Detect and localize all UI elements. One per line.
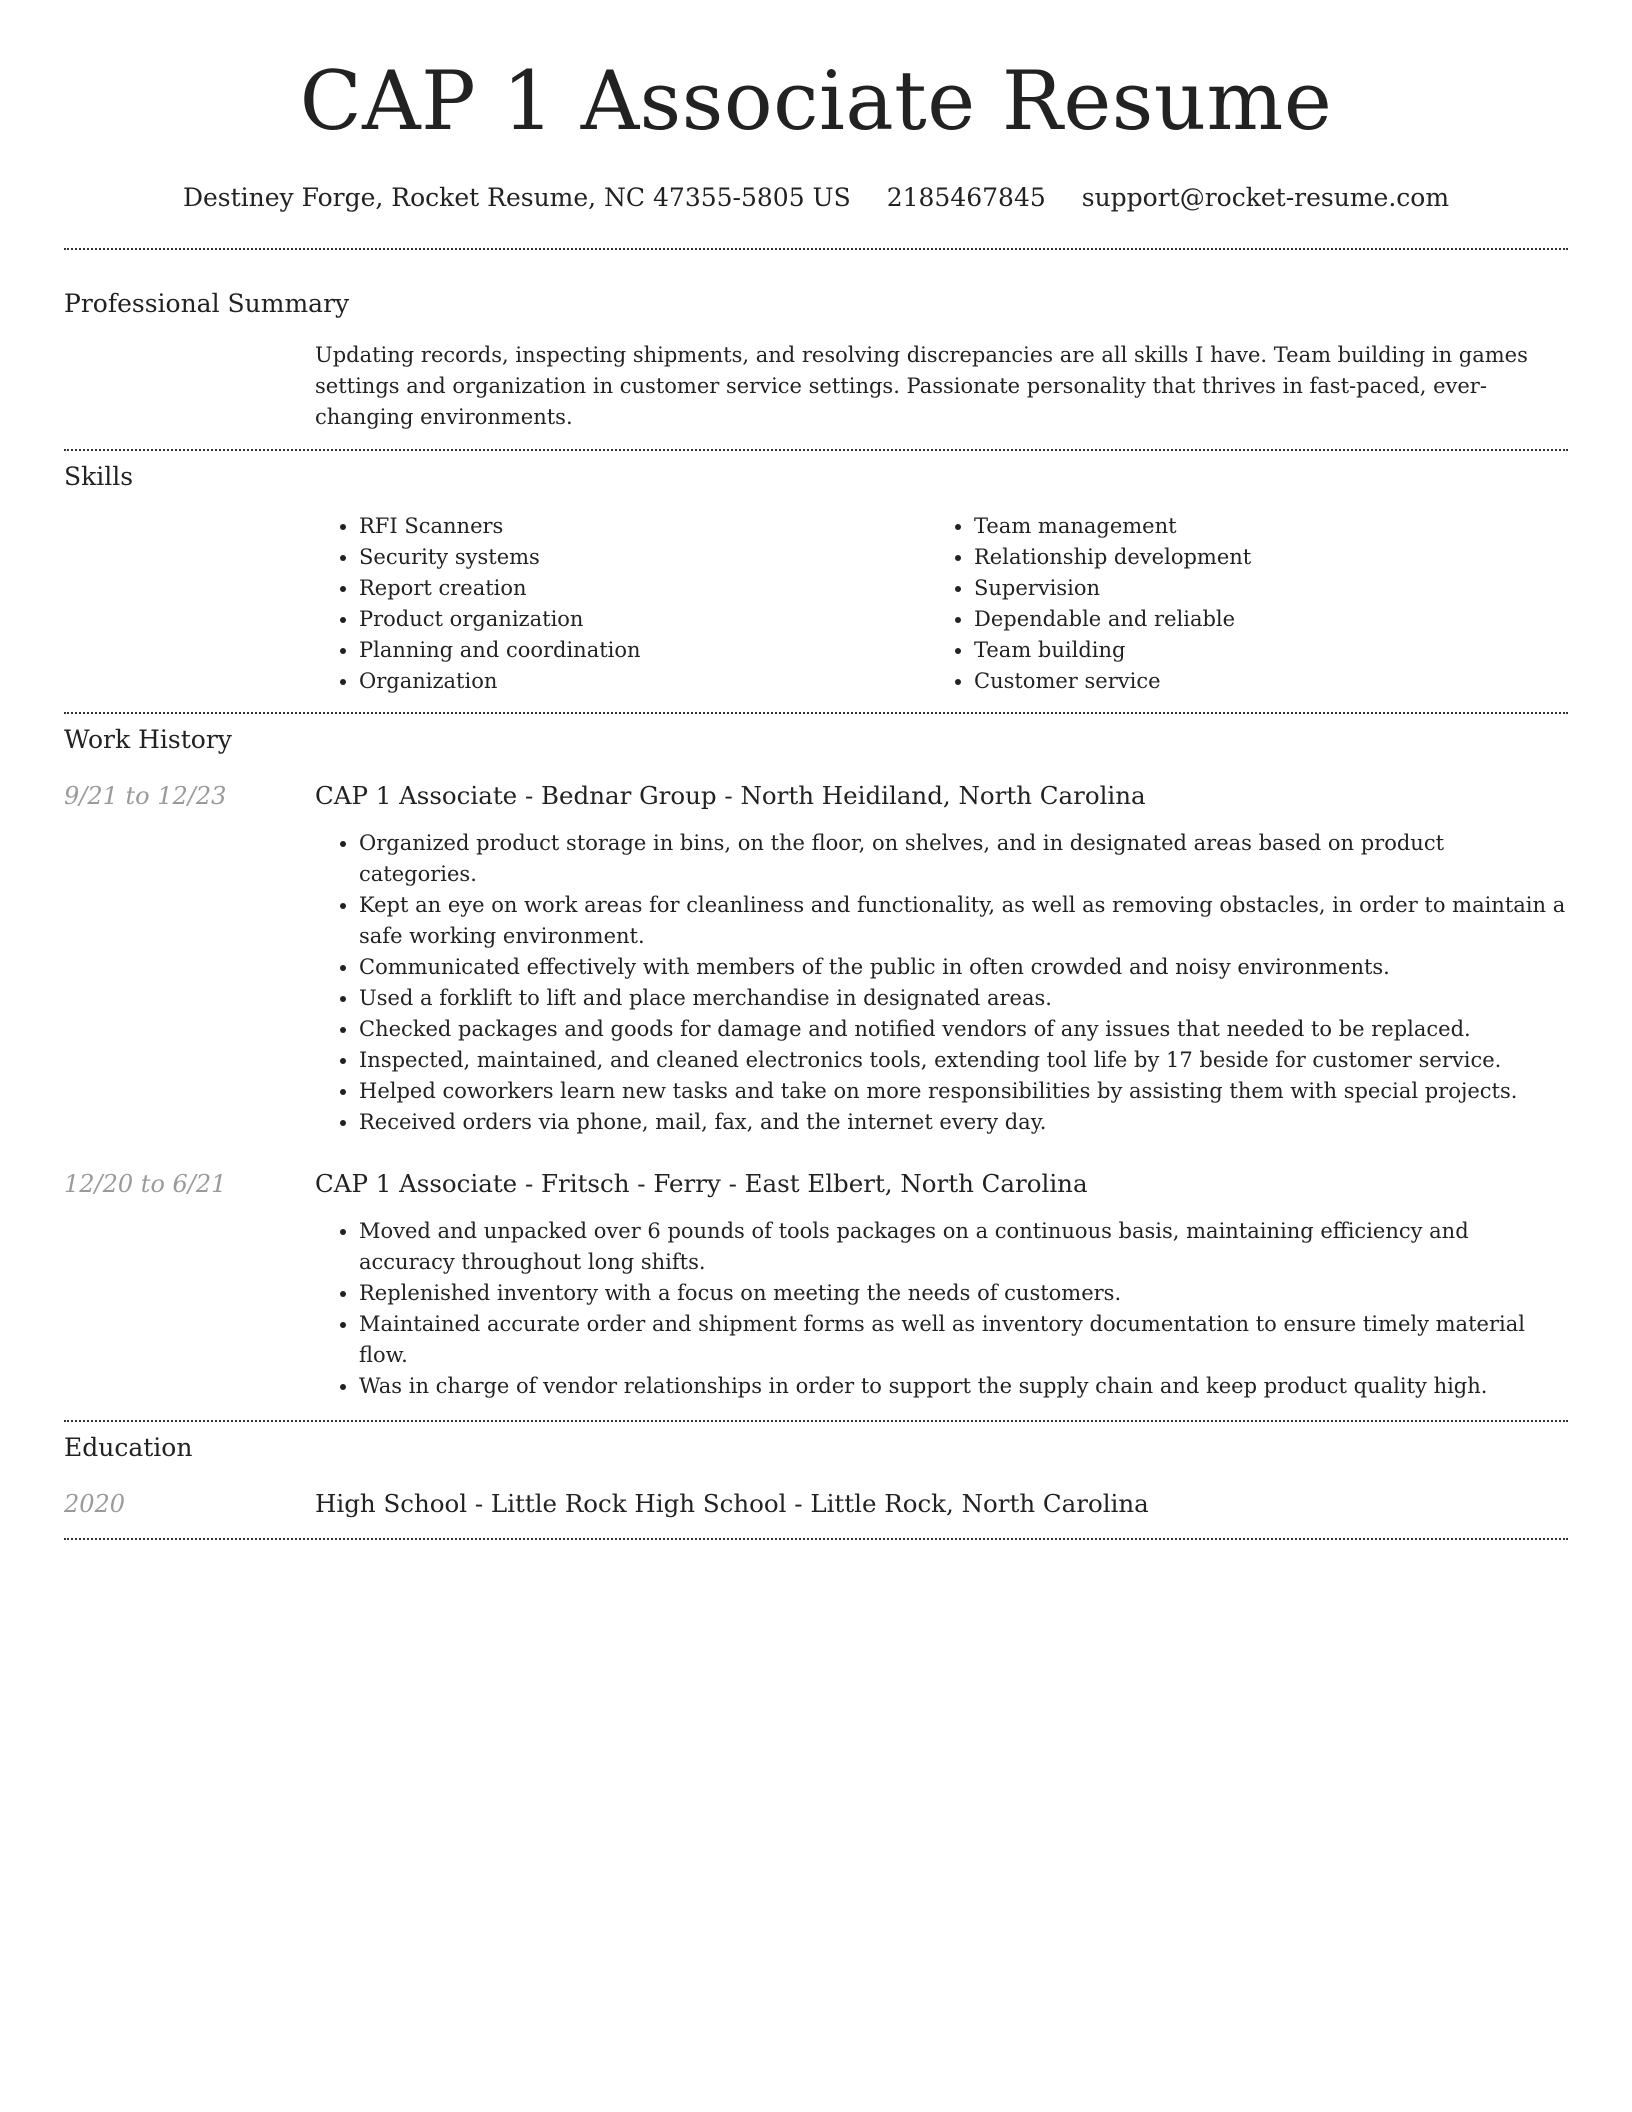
- job-entry: [64, 1168, 1568, 1402]
- job-title: CAP 1 Associate - Bednar Group - North Heidiland, North Carolina: [315, 781, 1146, 810]
- resume-title: CAP 1 Associate Resume: [299, 55, 1333, 149]
- skill-item: • Report creation: [359, 573, 930, 604]
- summary-text: Updating records, inspecting shipments, and resolving discrepancies are all skills I have. Team building in games settings and organization in customer service settings. Passionate personality that thrives in fast-paced, ever-changing environments.: [315, 343, 1528, 429]
- education-divider: [64, 1538, 1568, 1540]
- job-bullet: • Received orders via phone, mail, fax, and the internet every day.: [359, 1107, 1568, 1138]
- skill-item: • Security systems: [359, 542, 930, 573]
- skill-item: • Relationship development: [974, 542, 1545, 573]
- skills-column-right: [930, 511, 1545, 697]
- skill-item: • Product organization: [359, 604, 930, 635]
- skill-item: • RFI Scanners: [359, 511, 930, 542]
- job-dates: 12/20 to 6/21: [64, 1170, 227, 1198]
- contact-line: [64, 182, 1568, 214]
- job-bullet: • Inspected, maintained, and cleaned electronics tools, extending tool life by 17 beside for customer service.: [359, 1045, 1568, 1076]
- header-divider: [64, 248, 1568, 250]
- work-divider: [64, 1420, 1568, 1422]
- education-heading: Education: [64, 1433, 193, 1462]
- resume-page: [64, 0, 1568, 1540]
- skill-item: • Customer service: [974, 666, 1545, 697]
- summary-divider: [64, 449, 1568, 451]
- job-bullet: • Used a forklift to lift and place merchandise in designated areas.: [359, 983, 1568, 1014]
- work-heading: Work History: [64, 725, 232, 754]
- skill-item: • Team building: [974, 635, 1545, 666]
- summary-heading: Professional Summary: [64, 289, 350, 318]
- skills-divider: [64, 712, 1568, 714]
- job-header: [64, 780, 1568, 812]
- job-bullet: • Replenished inventory with a focus on meeting the needs of customers.: [359, 1278, 1568, 1309]
- job-bullet: • Organized product storage in bins, on the floor, on shelves, and in designated areas based on product categories.: [359, 828, 1568, 890]
- education-entry: [64, 1488, 1568, 1520]
- job-bullet: • Moved and unpacked over 6 pounds of tools packages on a continuous basis, maintaining efficiency and accuracy throughout long shifts.: [359, 1216, 1568, 1278]
- skill-item: • Organization: [359, 666, 930, 697]
- contact-address: Destiney Forge, Rocket Resume, NC 47355-5805 US: [182, 183, 851, 212]
- contact-email: support@rocket-resume.com: [1081, 183, 1450, 212]
- education-title: High School - Little Rock High School - Little Rock, North Carolina: [315, 1489, 1149, 1518]
- education-year: 2020: [64, 1490, 126, 1518]
- job-bullet: • Kept an eye on work areas for cleanliness and functionality, as well as removing obstacles, in order to maintain a safe working environment.: [359, 890, 1568, 952]
- skill-item: • Supervision: [974, 573, 1545, 604]
- job-dates: 9/21 to 12/23: [64, 782, 227, 810]
- job-title: CAP 1 Associate - Fritsch - Ferry - East Elbert, North Carolina: [315, 1169, 1088, 1198]
- job-bullets: [315, 828, 1568, 1138]
- job-bullets: [315, 1216, 1568, 1402]
- skill-item: • Planning and coordination: [359, 635, 930, 666]
- job-bullet: • Checked packages and goods for damage and notified vendors of any issues that needed to be replaced.: [359, 1014, 1568, 1045]
- skills-column-left: [315, 511, 930, 697]
- job-bullet: • Was in charge of vendor relationships in order to support the supply chain and keep product quality high.: [359, 1371, 1568, 1402]
- job-bullet: • Helped coworkers learn new tasks and take on more responsibilities by assisting them with special projects.: [359, 1076, 1568, 1107]
- job-bullet: • Maintained accurate order and shipment forms as well as inventory documentation to ensure timely material flow.: [359, 1309, 1568, 1371]
- skills-heading: Skills: [64, 462, 134, 491]
- skills-list: [315, 511, 1568, 697]
- skill-item: • Dependable and reliable: [974, 604, 1545, 635]
- skill-item: • Team management: [974, 511, 1545, 542]
- job-bullet: • Communicated effectively with members of the public in often crowded and noisy environments.: [359, 952, 1568, 983]
- job-entry: [64, 780, 1568, 1138]
- contact-phone: 2185467845: [886, 183, 1046, 212]
- job-header: [64, 1168, 1568, 1200]
